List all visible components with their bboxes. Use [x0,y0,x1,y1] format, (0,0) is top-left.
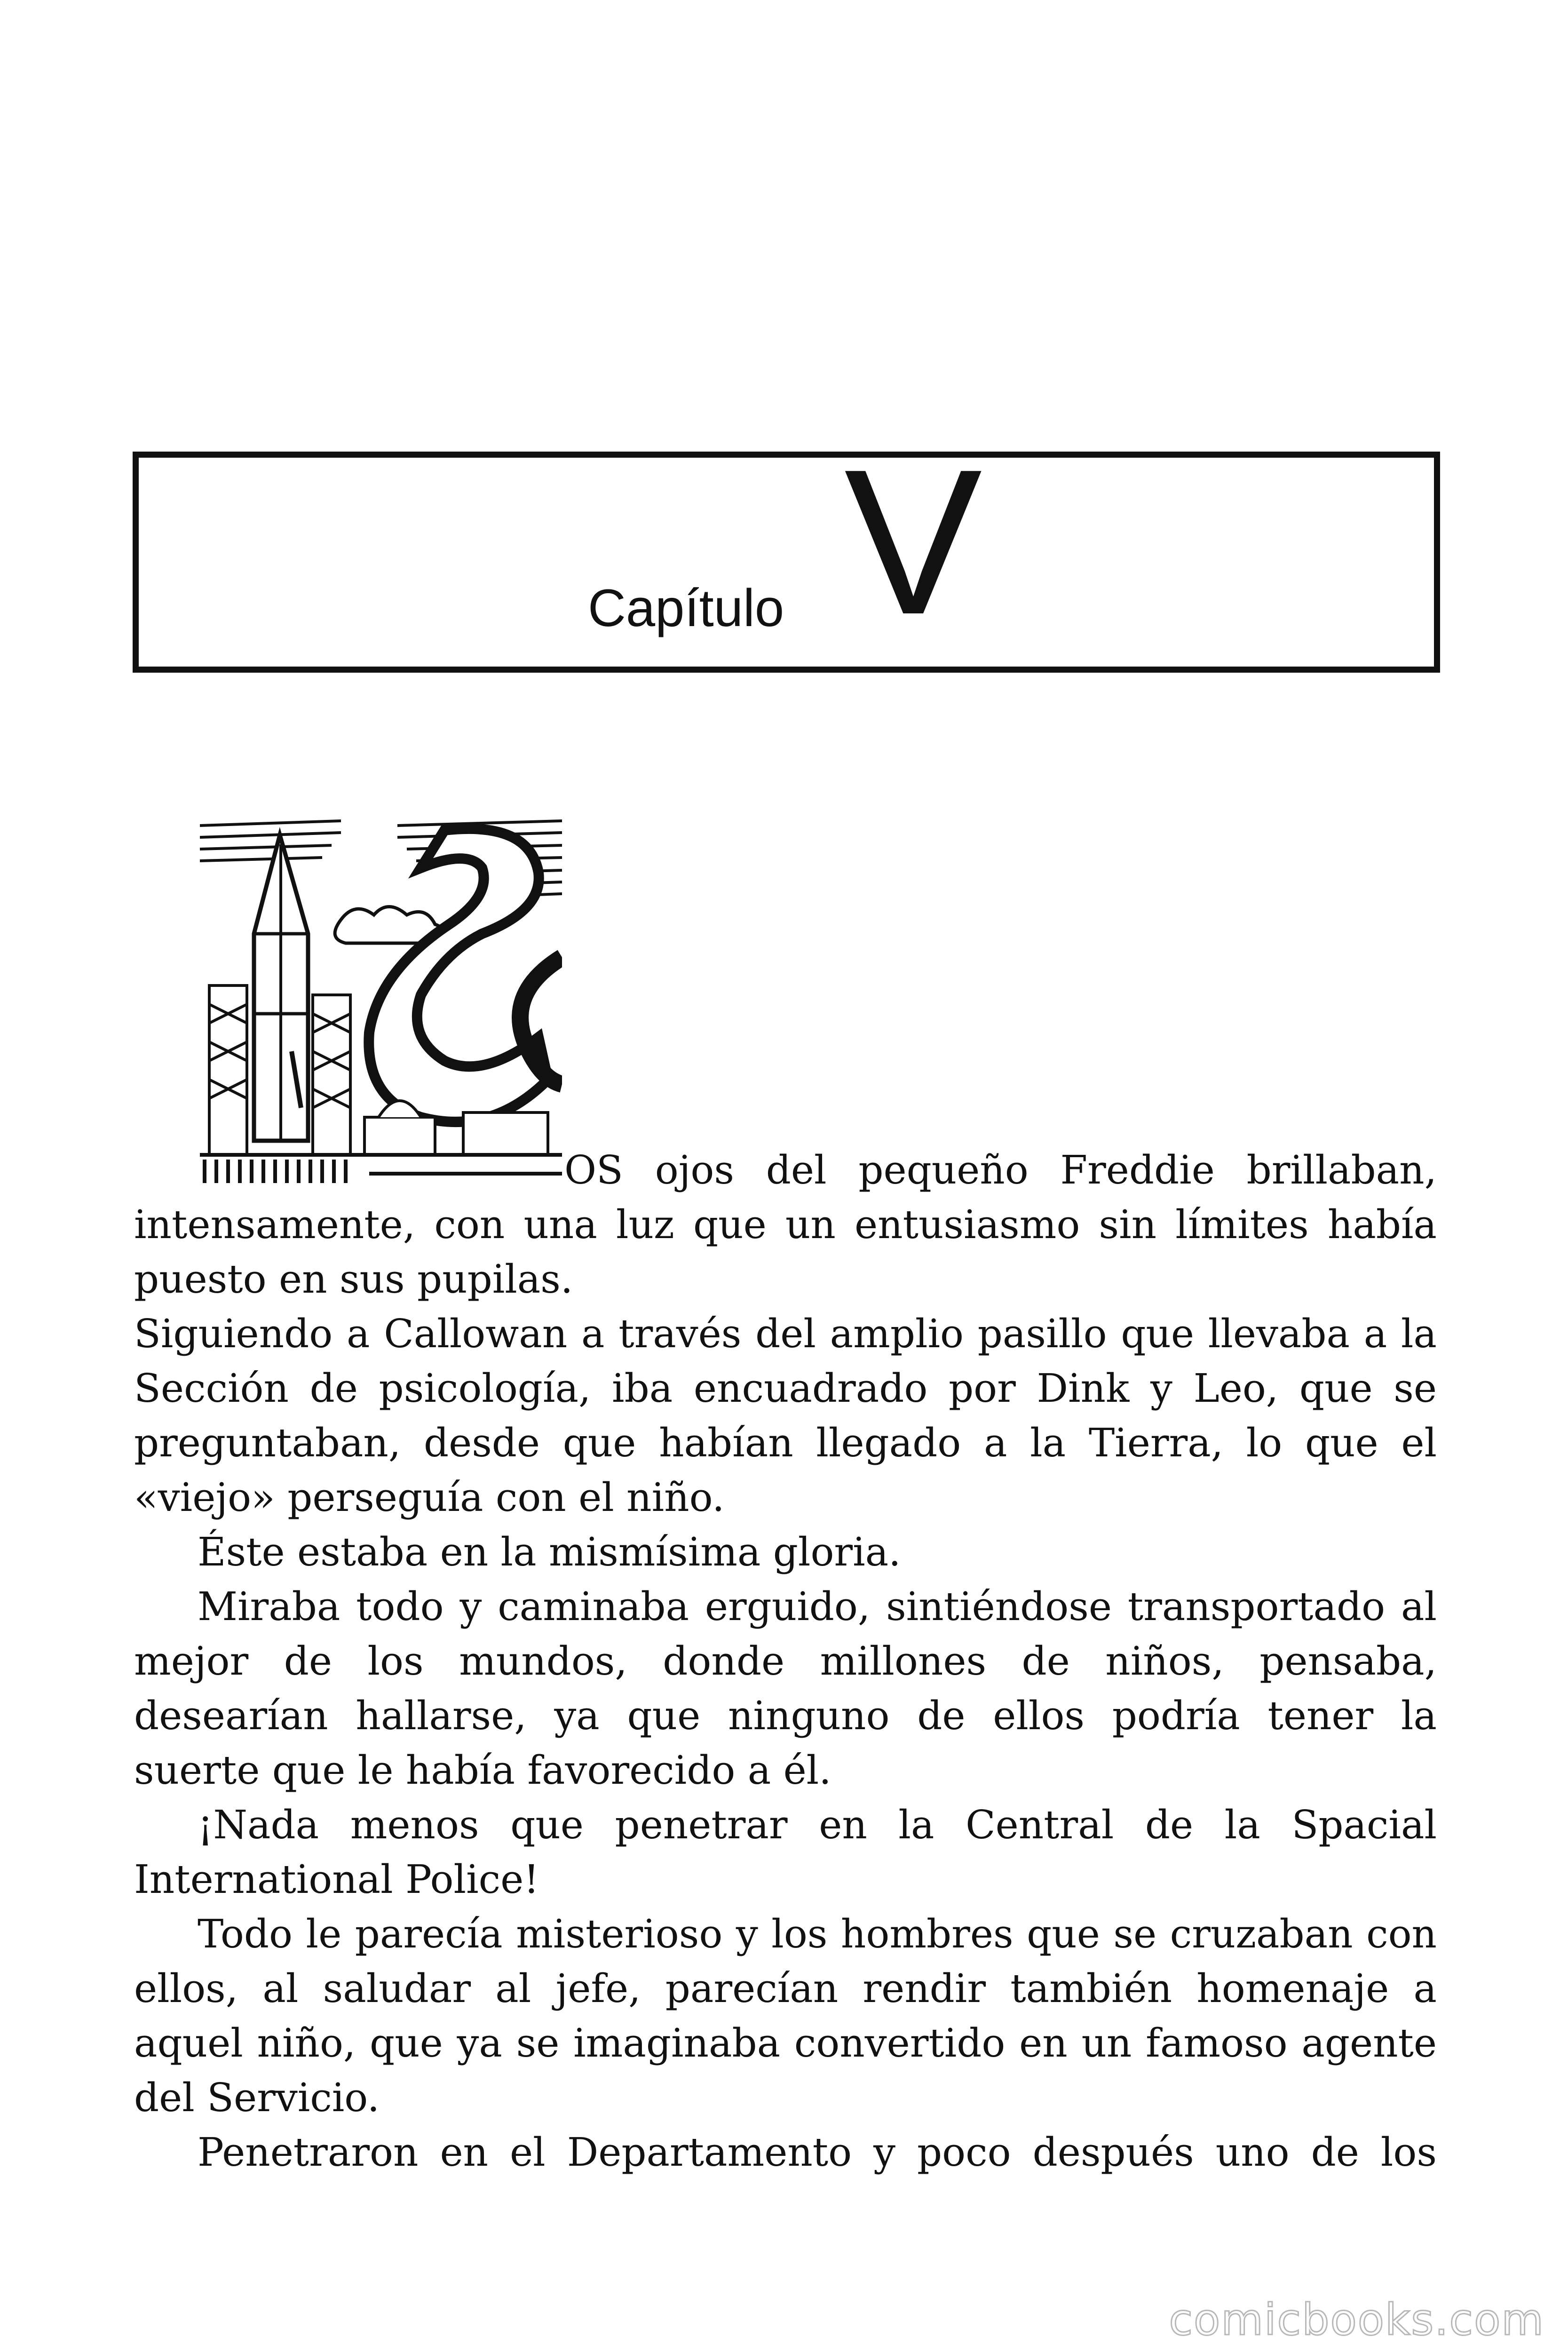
chapter-heading-box [133,427,1440,673]
watermark-logo: comicbooks.com [1169,2295,1544,2345]
rocket-illustration-dropcap-icon [200,816,562,1183]
paragraph-6: Todo le parecía misterioso y los hombres que se cruzaban con ellos, al saludar al jefe, parecían rendir también homenaje a aquel niño, que ya se imaginaba convertido en un famoso agente del Servicio. [134,1911,1437,2121]
paragraph-1-continuation: intensamente, con una luz que un entusiasmo sin límites había puesto en sus pupilas. [134,1202,1437,1302]
paragraph-4: Miraba todo y caminaba erguido, sintiéndose transportado al mejor de los mundos, donde millones de niños, pensaba, desearían hallarse, ya que ninguno de ellos podría tener la suerte que le había favorecido a él. [134,1584,1437,1793]
chapter-label: Capítulo [588,579,784,637]
paragraph-7: Penetraron en el Departamento y poco después uno de los [198,2130,1437,2175]
paragraph-5: ¡Nada menos que penetrar en la Central de la Spacial International Police! [134,1802,1437,1902]
chapter-number: V [844,427,982,658]
paragraph-2: Siguiendo a Callowan a través del amplio pasillo que llevaba a la Sección de psicología, iba encuadrado por Dink y Leo, que se preguntaban, desde que habían llegado a la Tierra, lo que el «viejo» perseguía con el niño. [134,1311,1437,1520]
paragraph-1-first-line: OS ojos del pequeño Freddie brillaban, [564,1147,1437,1193]
paragraph-3: Éste estaba en la mismísima gloria. [198,1529,901,1575]
